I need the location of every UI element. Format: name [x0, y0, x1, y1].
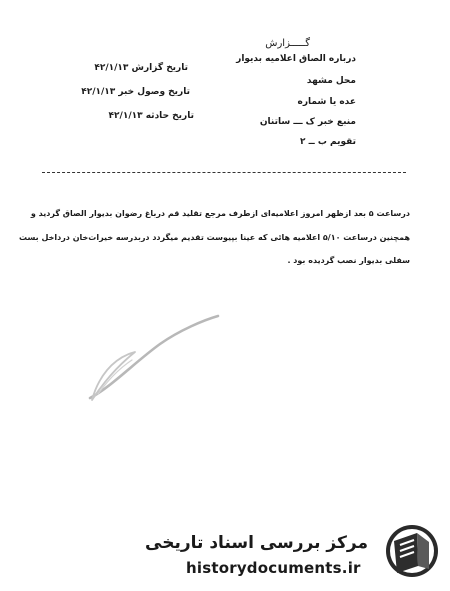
- receipt-date-field: تاریخ وصول خبر ۴۲/۱/۱۳: [81, 87, 190, 97]
- report-title: گـــــزارش: [265, 38, 310, 49]
- watermark-name: مرکز بررسی اسناد تاریخی: [145, 533, 368, 553]
- body-line-3: سفلی بدیوار نصب گردیده بود .: [287, 256, 410, 265]
- body-line-2: همچنین درساعت ۵/۱۰ اعلامیه هائی که عینا بپیوست تقدیم میگردد دربدرسه خیرات‌خان درداخل بست: [19, 233, 410, 242]
- watermark-url: historydocuments.ir: [186, 559, 361, 577]
- watermark: [145, 523, 440, 583]
- report-date-field: تاریخ گزارش ۴۲/۱/۱۳: [94, 63, 188, 73]
- signature-mark: [80, 310, 230, 410]
- evaluation-field: تقویم ب ــ ۲: [299, 137, 356, 147]
- source-field: منبع خبر ک ـــ ساتنان: [259, 117, 356, 127]
- separator-line: [42, 172, 406, 173]
- event-date-field: تاریخ حادثه ۴۲/۱/۱۳: [108, 111, 194, 121]
- count-field: عده یا شماره: [297, 97, 356, 107]
- subject-field: درباره الصاق اعلامیه بدیوار: [236, 54, 356, 64]
- place-field: محل مشهد: [306, 76, 356, 86]
- body-line-1: درساعت ۵ بعد ازظهر امروز اعلامیه‌ای ازطرف مرجع تقلید قم درباغ رضوان بدیوار الصاق گردید و: [30, 209, 410, 218]
- book-seal-icon: [384, 523, 440, 579]
